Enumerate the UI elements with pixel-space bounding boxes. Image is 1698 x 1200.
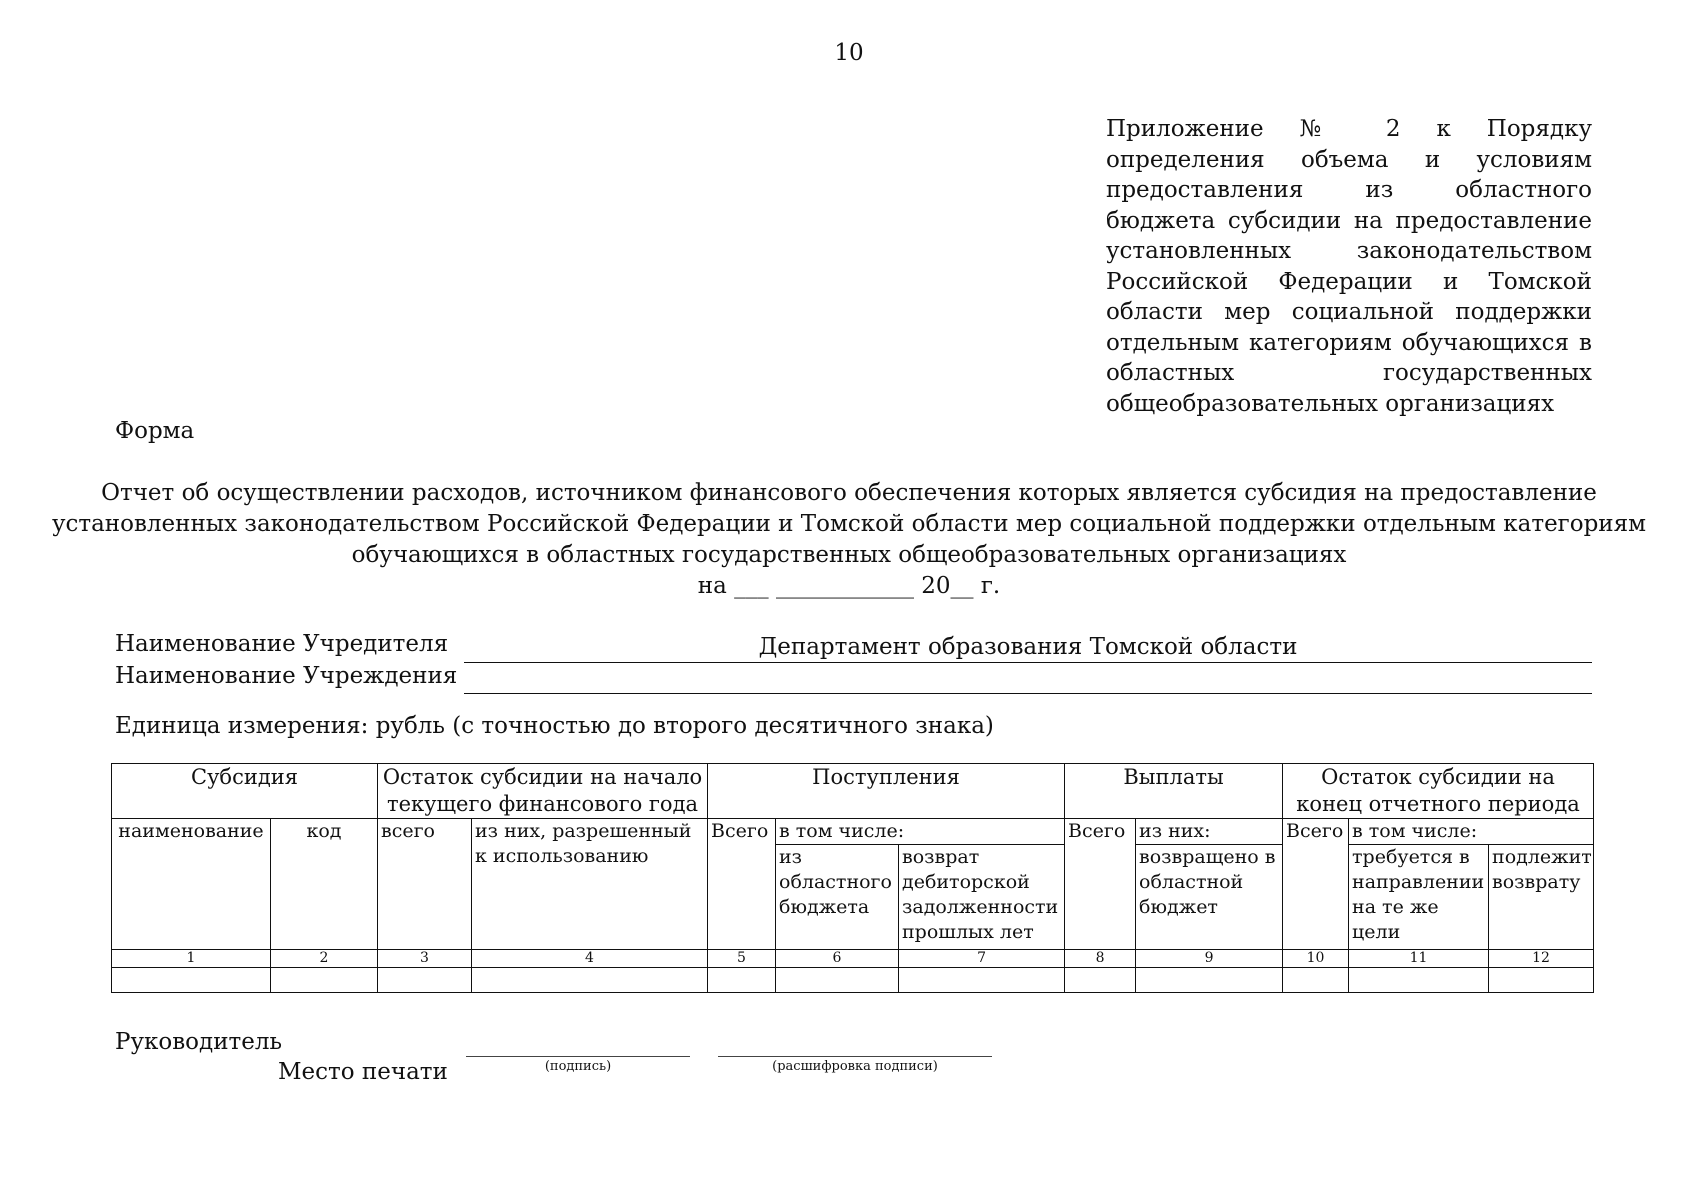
- header-returned: возвращено в областной бюджет: [1136, 845, 1283, 950]
- table-cell[interactable]: [112, 968, 271, 993]
- header-from-budget: из областного бюджета: [776, 845, 899, 950]
- report-title: [0, 478, 1698, 602]
- table-header-groups: [112, 764, 1594, 819]
- table-cell[interactable]: [1065, 968, 1136, 993]
- signature-line: [466, 1055, 690, 1057]
- header-receivables: возврат дебиторской задолженности прошлых лет: [899, 845, 1065, 950]
- unit-label: Единица измерения: рубль (с точностью до второго десятичного знака): [115, 713, 994, 739]
- report-table: [111, 763, 1594, 993]
- header-same-purpose: требуется в направлении на те же цели: [1349, 845, 1489, 950]
- header-code: код: [271, 819, 378, 950]
- founder-label: Наименование Учредителя: [115, 631, 449, 657]
- table-row: [112, 968, 1594, 993]
- form-label: Форма: [115, 418, 195, 444]
- header-closing-total: Всего: [1283, 819, 1349, 950]
- head-label: Руководитель: [115, 1029, 282, 1055]
- header-subsidy: Субсидия: [112, 764, 378, 819]
- table-header-sub-1: [112, 819, 1594, 845]
- table-cell[interactable]: [472, 968, 708, 993]
- column-number: 5: [708, 950, 776, 968]
- column-number: 12: [1489, 950, 1594, 968]
- column-number: 9: [1136, 950, 1283, 968]
- header-allowed: из них, разрешенный к использованию: [472, 819, 708, 950]
- column-numbers-row: [112, 950, 1594, 968]
- header-opening-balance: Остаток субсидии на начало текущего финансового года: [378, 764, 708, 819]
- report-title-line-2: установленных законодательством Российской Федерации и Томской области мер социальной поддержки отдельным категориям: [51, 511, 1647, 537]
- institution-label: Наименование Учреждения: [115, 663, 458, 689]
- column-number: 6: [776, 950, 899, 968]
- header-of-them: из них:: [1136, 819, 1283, 845]
- column-number: 7: [899, 950, 1065, 968]
- header-name: наименование: [112, 819, 271, 950]
- column-number: 8: [1065, 950, 1136, 968]
- header-receipts-total: Всего: [708, 819, 776, 950]
- institution-value: [464, 663, 1592, 694]
- header-receipts-including: в том числе:: [776, 819, 1065, 845]
- stamp-place-label: Место печати: [278, 1059, 448, 1085]
- table-cell[interactable]: [1349, 968, 1489, 993]
- table-cell[interactable]: [1136, 968, 1283, 993]
- table-cell[interactable]: [1489, 968, 1594, 993]
- header-receipts: Поступления: [708, 764, 1065, 819]
- appendix-note: Приложение № 2 к Порядку определения объема и условиям предоставления из областного бюджета субсидии на предоставление установленных законодательством Российской Федерации и Томской области мер социальной поддержки отдельным категориям обучающихся в областных государственных общеобразовательных организациях: [1106, 116, 1592, 417]
- table-cell[interactable]: [271, 968, 378, 993]
- founder-value: Департамент образования Томской области: [464, 632, 1592, 663]
- signature-decode-hint: (расшифровка подписи): [772, 1059, 938, 1074]
- column-number: 10: [1283, 950, 1349, 968]
- column-number: 3: [378, 950, 472, 968]
- report-date-line: на ___ ____________ 20__ г.: [697, 573, 1001, 599]
- signature-decode-line: [718, 1055, 992, 1057]
- header-closing-including: в том числе:: [1349, 819, 1594, 845]
- header-to-return: подлежит возврату: [1489, 845, 1594, 950]
- header-total-small: всего: [378, 819, 472, 950]
- table-cell[interactable]: [708, 968, 776, 993]
- header-closing-balance: Остаток субсидии на конец отчетного периода: [1283, 764, 1594, 819]
- table-cell[interactable]: [1283, 968, 1349, 993]
- table-cell[interactable]: [776, 968, 899, 993]
- column-number: 4: [472, 950, 708, 968]
- report-title-line-3: обучающихся в областных государственных общеобразовательных организациях: [351, 542, 1347, 568]
- signature-hint: (подпись): [544, 1059, 612, 1074]
- header-payments-total: Всего: [1065, 819, 1136, 950]
- column-number: 11: [1349, 950, 1489, 968]
- header-payments: Выплаты: [1065, 764, 1283, 819]
- page-number: 10: [834, 40, 864, 66]
- table-cell[interactable]: [378, 968, 472, 993]
- report-title-line-1: Отчет об осуществлении расходов, источником финансового обеспечения которых является субсидия на предоставление: [101, 480, 1597, 506]
- column-number: 2: [271, 950, 378, 968]
- table-cell[interactable]: [899, 968, 1065, 993]
- column-number: 1: [112, 950, 271, 968]
